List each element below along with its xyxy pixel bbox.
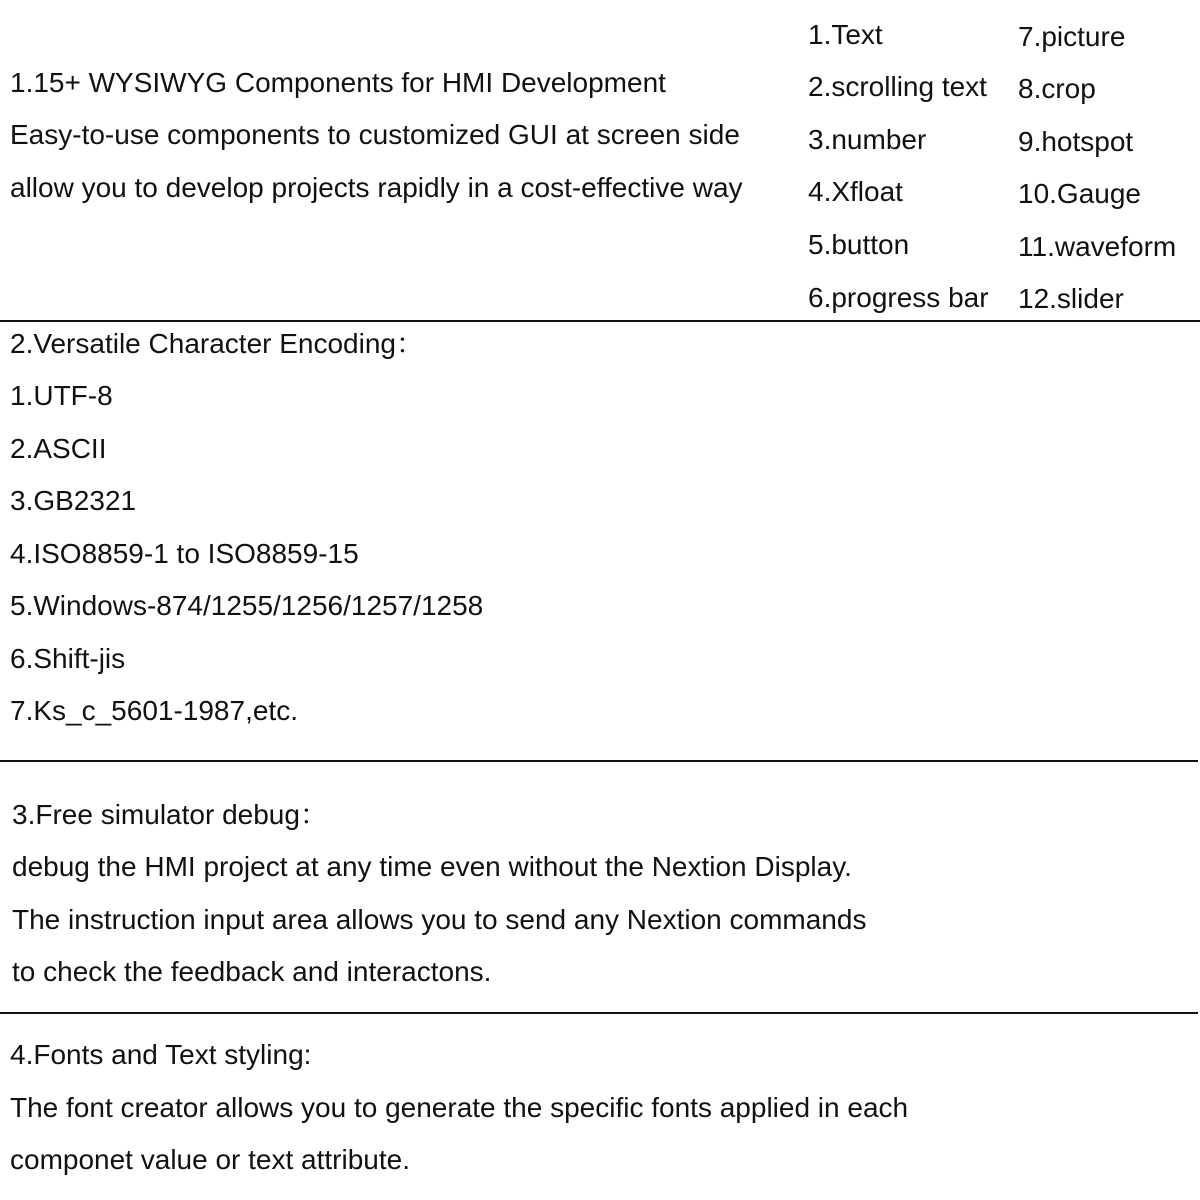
component-item: 5.button [808,229,910,260]
section4-heading: 4.Fonts and Text styling: [10,1039,312,1070]
component-item: 8.crop [1018,73,1096,104]
section2-heading: 2.Versatile Character Encoding： [10,328,424,359]
component-item: 9.hotspot [1018,126,1134,157]
encoding-item: 2.ASCII [10,433,107,464]
encoding-item: 6.Shift-jis [10,643,126,674]
encoding-item: 3.GB2321 [10,485,137,516]
section3-text-line: debug the HMI project at any time even without the Nextion Display. [12,851,852,882]
encoding-item: 4.ISO8859-1 to ISO8859-15 [10,538,359,569]
encoding-item: 5.Windows-874/1255/1256/1257/1258 [10,590,484,621]
section-divider [0,320,1200,322]
component-item: 6.progress bar [808,282,989,313]
section3-text-line: to check the feedback and interactons. [12,956,492,987]
encoding-item: 7.Ks_c_5601-1987,etc. [10,695,298,726]
component-item: 3.number [808,124,927,155]
section-divider [0,1012,1198,1014]
section4-text-line: The font creator allows you to generate the specific fonts applied in each [10,1092,909,1123]
component-item: 7.picture [1018,21,1126,52]
section1-heading: 1.15+ WYSIWYG Components for HMI Development [10,67,666,98]
component-item: 2.scrolling text [808,71,987,102]
section3-heading: 3.Free simulator debug： [12,799,328,830]
component-item: 1.Text [808,19,883,50]
section4-text-line: componet value or text attribute. [10,1144,410,1175]
component-item: 10.Gauge [1018,178,1141,209]
component-item: 12.slider [1018,283,1124,314]
section-divider [0,760,1198,762]
section3-text-line: The instruction input area allows you to send any Nextion commands [12,904,867,935]
section1-description-line: allow you to develop projects rapidly in a cost-effective way [10,172,743,203]
component-item: 11.waveform [1018,231,1177,262]
encoding-item: 1.UTF-8 [10,380,113,411]
component-item: 4.Xfloat [808,176,903,207]
section1-description-line: Easy-to-use components to customized GUI at screen side [10,119,740,150]
